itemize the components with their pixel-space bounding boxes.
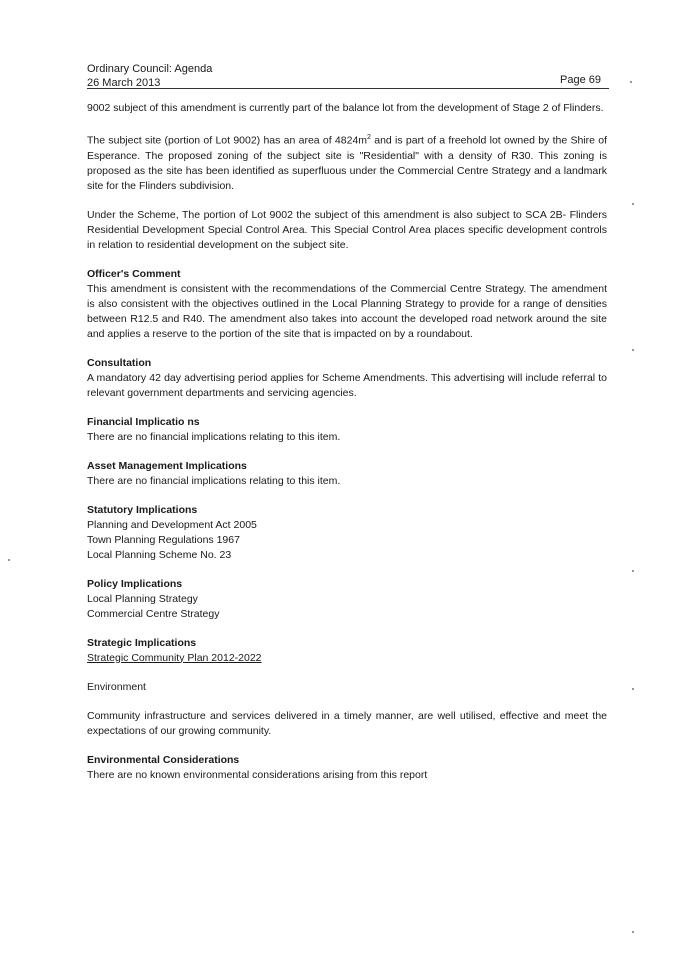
section-environmental	[87, 753, 607, 783]
scan-speck	[632, 349, 634, 351]
scan-speck	[630, 81, 632, 83]
text-environmental: There are no known environmental considerations arising from this report	[87, 768, 428, 781]
text-consultation: A mandatory 42 day advertising period applies for Scheme Amendments. This advertising will include referral to relevant government departments and servicing agencies.	[87, 371, 607, 399]
section-strategic	[87, 636, 607, 666]
statutory-item: Town Planning Regulations 1967	[87, 533, 240, 546]
heading-financial: Financial Implicatio ns	[87, 415, 200, 428]
agenda-title: Ordinary Council: Agenda	[87, 63, 213, 75]
section-officers-comment	[87, 267, 607, 342]
section-consultation	[87, 356, 607, 401]
section-asset	[87, 459, 607, 489]
paragraph-lot-balance: 9002 subject of this amendment is currently part of the balance lot from the development of Stage 2 of Flinders.	[87, 102, 604, 114]
strategic-environment-label: Environment	[87, 680, 146, 693]
heading-policy: Policy Implications	[87, 577, 183, 590]
page-number: Page 69	[560, 74, 601, 86]
policy-item: Local Planning Strategy	[87, 592, 198, 605]
policy-item: Commercial Centre Strategy	[87, 607, 220, 620]
header-rule	[87, 88, 609, 89]
agenda-date: 26 March 2013	[87, 77, 161, 89]
heading-environmental: Environmental Considerations	[87, 753, 240, 766]
statutory-item: Planning and Development Act 2005	[87, 518, 257, 531]
section-statutory	[87, 503, 607, 563]
scan-speck	[632, 931, 634, 933]
paragraph-scheme: Under the Scheme, The portion of Lot 9002 the subject of this amendment is also subject to SCA 2B- Flinders Residential Development Special Control Area. This Special Control Area places specific development controls in relation to residential development on the subject site.	[87, 208, 607, 251]
text-asset: There are no financial implications relating to this item.	[87, 474, 341, 487]
heading-officers-comment: Officer's Comment	[87, 267, 181, 280]
heading-asset: Asset Management Implications	[87, 459, 247, 472]
strategic-text: Community infrastructure and services delivered in a timely manner, are well utilised, effective and meet the expectations of our growing community.	[87, 709, 607, 737]
section-financial	[87, 415, 607, 445]
scan-speck	[632, 570, 634, 572]
text-financial: There are no financial implications relating to this item.	[87, 430, 341, 443]
scan-speck	[632, 203, 634, 205]
paragraph-subject-site: The subject site (portion of Lot 9002) has an area of $4824m^2$ and is part of a freehold lot owned by the Shire of Esperance. The proposed zoning of the subject site is "Residential" with a density of R30. This zoning is proposed as the site has been identified as superfluous under the Commercial Centre Strategy and a landmark site for the Flinders subdivision.	[87, 134, 607, 192]
document-body	[87, 101, 607, 797]
strategic-plan-link[interactable]: Strategic Community Plan 2012-2022	[87, 651, 262, 664]
text-officers-comment: This amendment is consistent with the recommendations of the Commercial Centre Strategy. The amendment is also consistent with the objectives outlined in the Local Planning Strategy to provide for a range of densities between R12.5 and R40. The amendment also takes into account the developed road network around the site and applies a reserve to the portion of the site that is impacted on by a roundabout.	[87, 282, 607, 340]
scan-speck	[632, 688, 634, 690]
heading-strategic: Strategic Implications	[87, 636, 197, 649]
scan-speck	[8, 559, 10, 561]
heading-statutory: Statutory Implications	[87, 503, 198, 516]
page-header	[87, 62, 609, 90]
section-policy	[87, 577, 607, 622]
statutory-item: Local Planning Scheme No. 23	[87, 548, 232, 561]
heading-consultation: Consultation	[87, 356, 152, 369]
